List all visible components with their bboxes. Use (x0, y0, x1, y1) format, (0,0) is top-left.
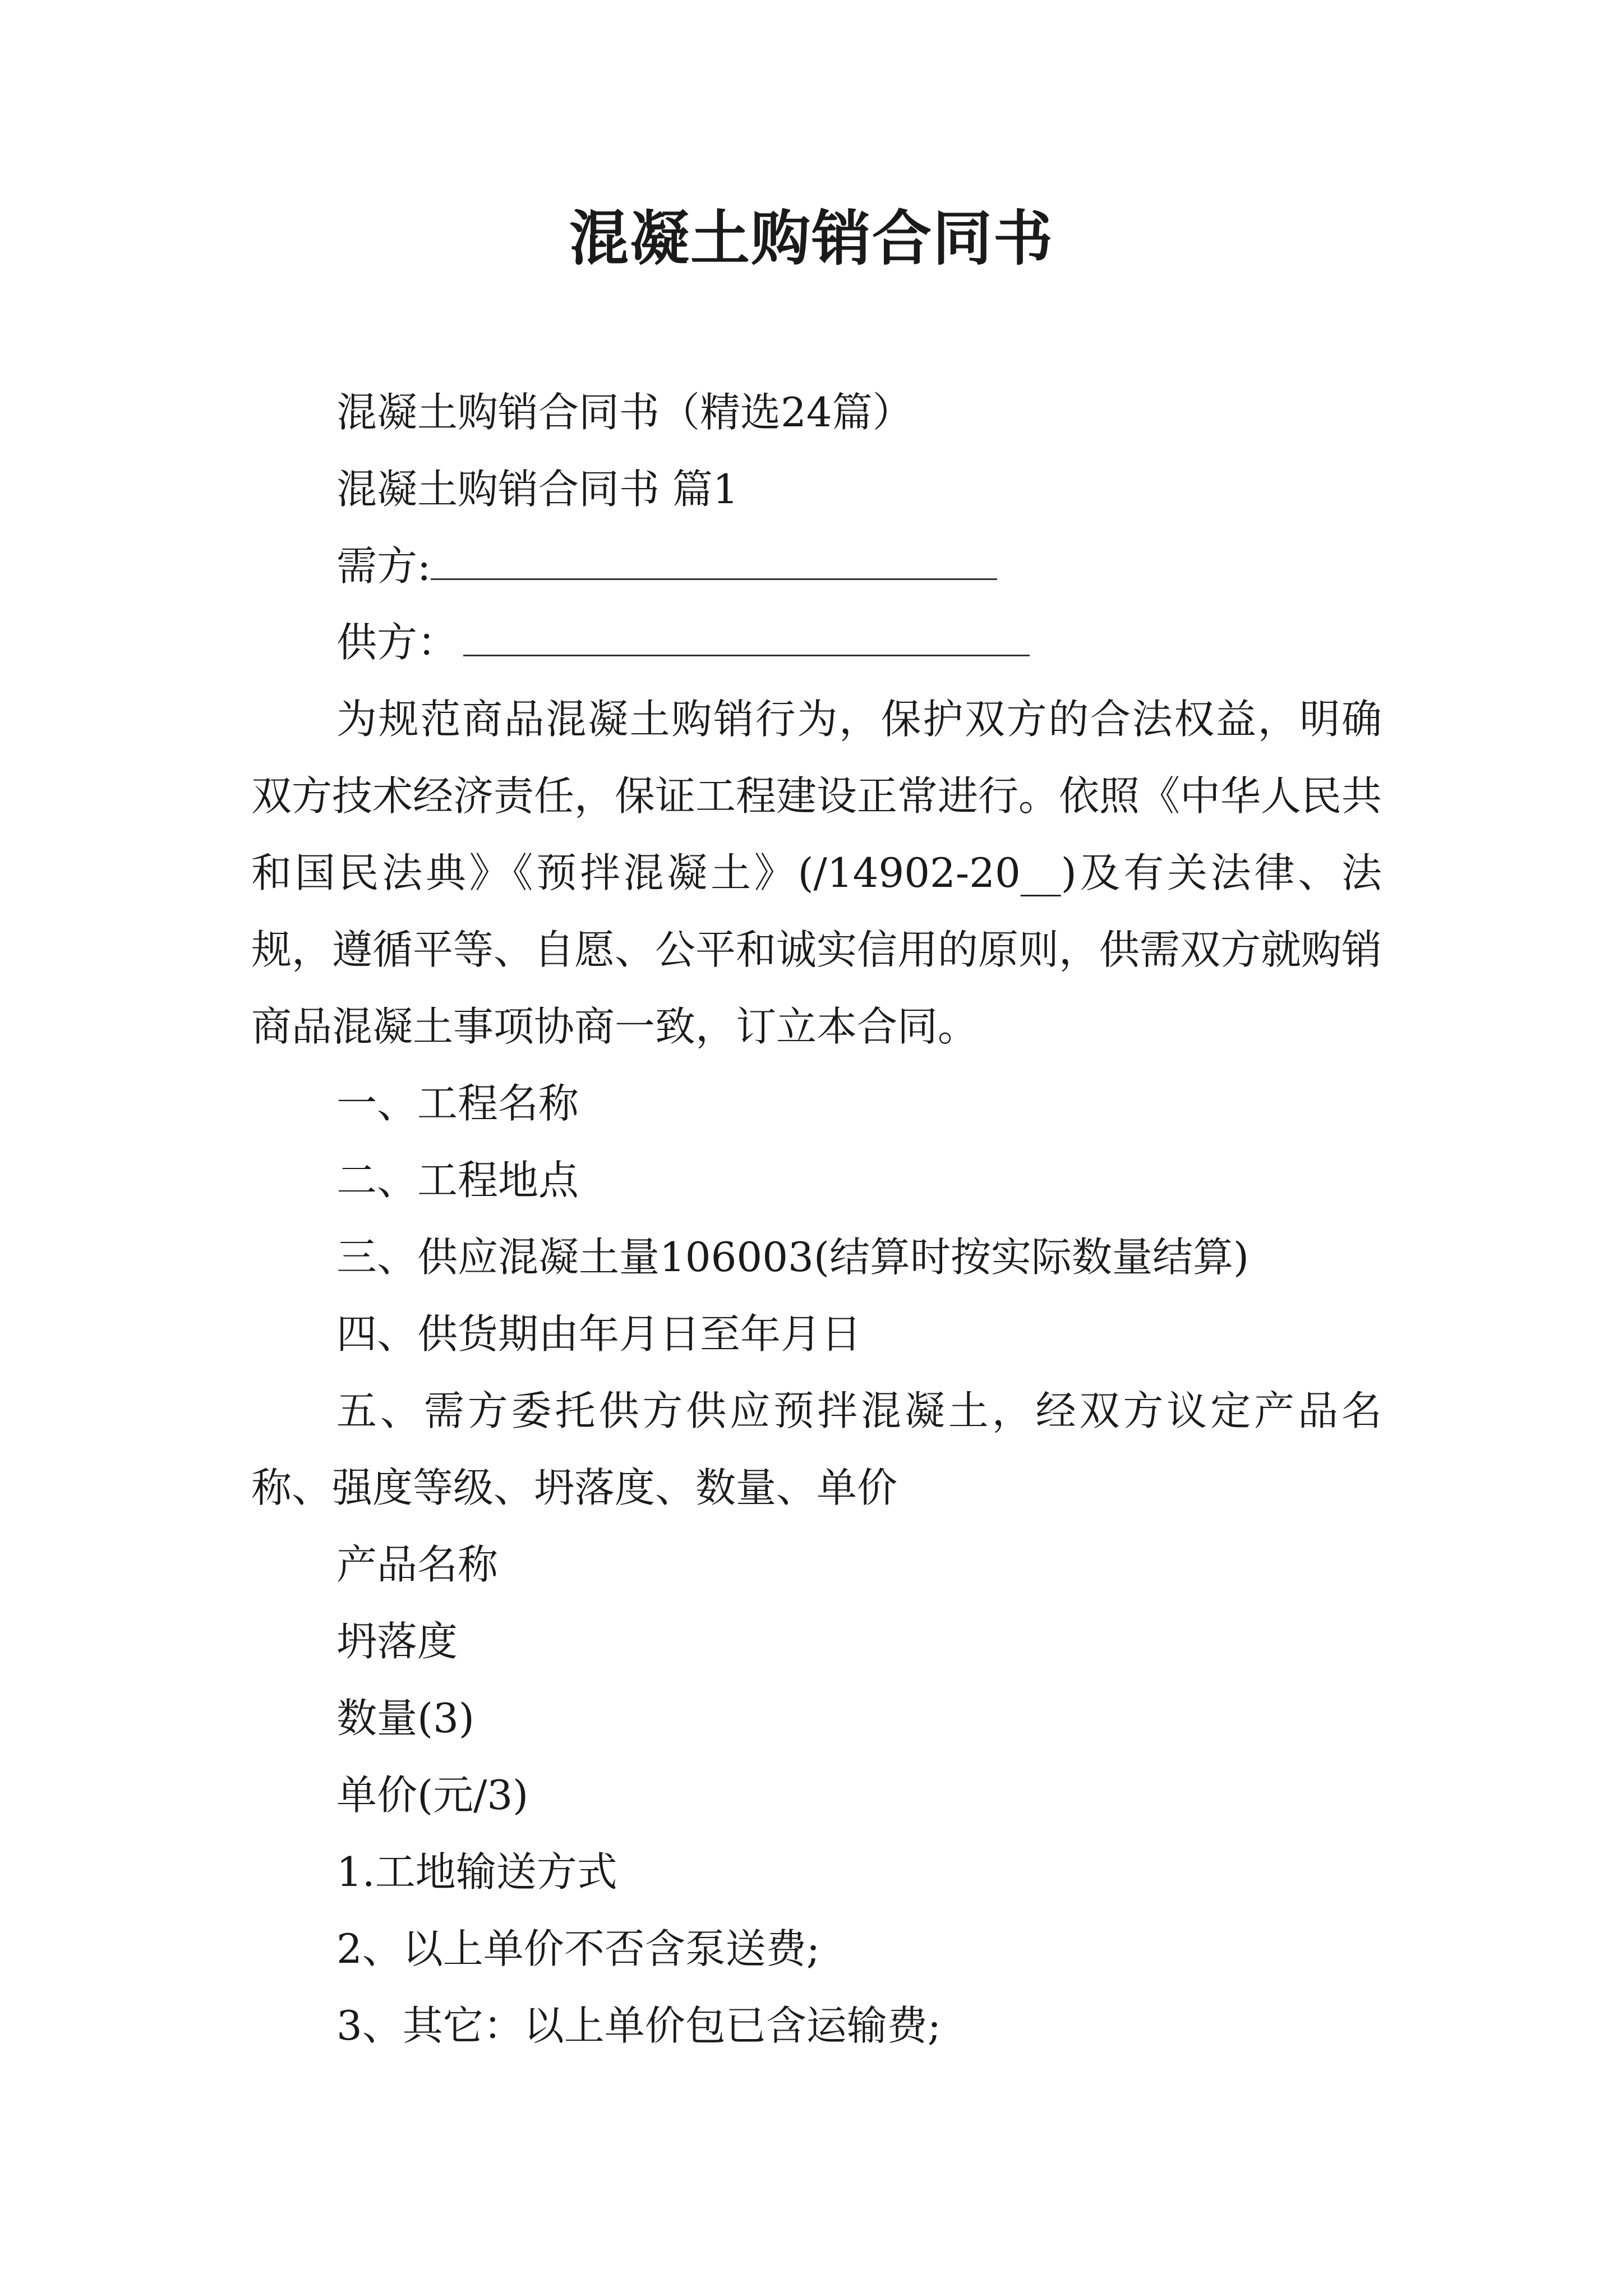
item-transport-fee: 3、其它：以上单价包已含运输费; (336, 2002, 942, 2049)
supplier-label: 供方： (336, 619, 458, 666)
clause-product-specs: 五、需方委托供方供应预拌混凝土，经双方议定产品名称、强度等级、坍落度、数量、单价 (251, 1387, 1382, 1511)
supplier-blank-field (463, 623, 1030, 656)
item-unit-price: 单价(元/3) (336, 1772, 529, 1819)
buyer-blank-field (431, 547, 997, 580)
buyer-line (336, 541, 997, 591)
buyer-label: 需方: (336, 542, 431, 590)
document-subtitle: 混凝土购销合同书（精选24篇） (336, 389, 913, 436)
clause-project-name: 一、工程名称 (336, 1080, 579, 1127)
section-heading: 混凝土购销合同书 篇1 (336, 466, 739, 513)
clause-supply-period: 四、供货期由年月日至年月日 (336, 1310, 862, 1358)
document-title: 混凝土购销合同书 (569, 203, 1054, 273)
item-delivery-method: 1.工地输送方式 (336, 1848, 617, 1895)
clause-concrete-quantity: 三、供应混凝土量106003(结算时按实际数量结算) (336, 1234, 1249, 1281)
intro-paragraph: 为规范商品混凝土购销行为，保护双方的合法权益，明确双方技术经济责任，保证工程建设正常进行。依照《中华人民共和国民法典》《预拌混凝土》(/14902-20__)及有关法律、法规，遵循平等、自愿、公平和诚实信用的原则，供需双方就购销商品混凝土事项协商一致，订立本合同。 (251, 696, 1382, 1050)
item-product-name: 产品名称 (336, 1541, 499, 1588)
item-slump: 坍落度 (336, 1618, 458, 1665)
clause-project-location: 二、工程地点 (336, 1157, 579, 1204)
item-pumping-fee: 2、以上单价不否含泵送费; (336, 1925, 820, 1972)
supplier-line (336, 617, 1030, 668)
item-quantity: 数量(3) (336, 1695, 474, 1742)
